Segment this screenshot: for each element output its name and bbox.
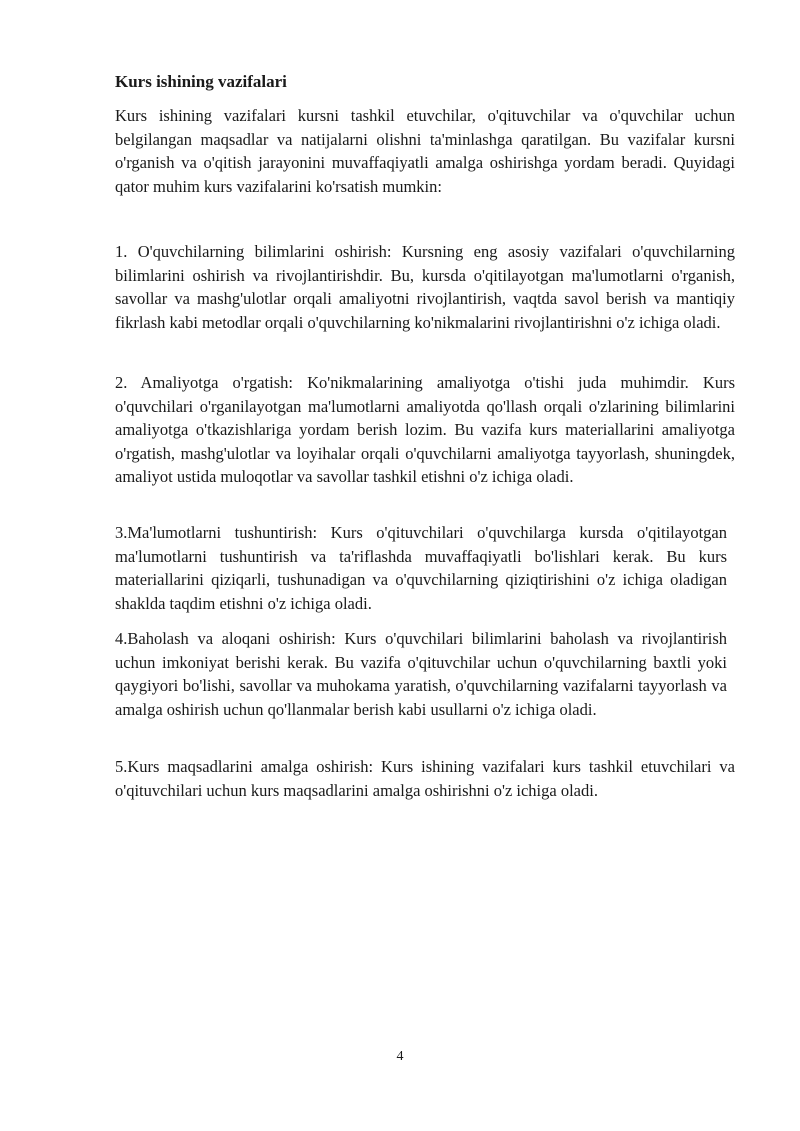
page-number: 4 (396, 1049, 404, 1064)
list-item-4: 4.Baholash va aloqani oshirish: Kurs o'quvchilari bilimlarini baholash va rivojlantirish uchun imkoniyat berishi kerak. Bu vazifa o'qituvchilar uchun o'quvchilarning baxtli yoki qaygiyori bo'lishi, savollar va muhokama yaratish, o'quvchilarning vazifalarni tayyorlash va amalga oshirish uchun qo'llanmalar berish kabi usullarni o'z ichiga oladi. (115, 629, 727, 719)
list-item-5: 5.Kurs maqsadlarini amalga oshirish: Kurs ishining vazifalari kurs tashkil etuvchilari va o'qituvchilari uchun kurs maqsadlarini amalga oshirishni o'z ichiga oladi. (115, 757, 735, 800)
list-item-2: 2. Amaliyotga o'rgatish: Ko'nikmalarining amaliyotga o'tishi juda muhimdir. Kurs o'quvchilari o'rganilayotgan ma'lumotlarni amaliyotda qo'llash orqali o'zlarining bilimlarini amaliyotga o'tkazishlariga yordam berish lozim. Bu vazifa kurs materiallarini amaliyotga o'rgatish, mashg'ulotlar va loyihalar orqali o'quvchilarni amaliyotga tayyorlash, shuningdek, amaliyot ustida muloqotlar va savollar tashkil etishni o'z ichiga oladi. (115, 373, 735, 486)
section-heading: Kurs ishining vazifalari (115, 72, 287, 91)
intro-paragraph: Kurs ishining vazifalari kursni tashkil etuvchilar, o'qituvchilar va o'quvchilar uchun belgilangan maqsadlar va natijalarni olishni ta'minlashga qaratilgan. Bu vazifalar kursni o'rganish va o'qitish jarayonini muvaffaqiyatli amalga oshirishga yordam beradi. Quyidagi qator muhim kurs vazifalarini ko'rsatish mumkin: (115, 106, 735, 196)
list-item-3: 3.Ma'lumotlarni tushuntirish: Kurs o'qituvchilari o'quvchilarga kursda o'qitilayotgan ma'lumotlarni tushuntirish va ta'riflashda muvaffaqiyatli bo'lishlari kerak. Bu kurs materiallarini qiziqarli, tushunadigan va o'quvchilarning qiziqtirishini o'z ichiga oladigan shaklda taqdim etishni o'z ichiga oladi. (115, 523, 727, 613)
list-item-1: 1. O'quvchilarning bilimlarini oshirish: Kursning eng asosiy vazifalari o'quvchilarning bilimlarini oshirish va rivojlantirishdir. Bu, kursda o'qitilayotgan ma'lumotlarni o'rganish, savollar va mashg'ulotlar orqali amaliyotni rivojlantirish, vaqtda savol berish va mantiqiy fikrlash kabi metodlar orqali o'quvchilarning ko'nikmalarini rivojlantirishni o'z ichiga oladi. (115, 242, 735, 332)
